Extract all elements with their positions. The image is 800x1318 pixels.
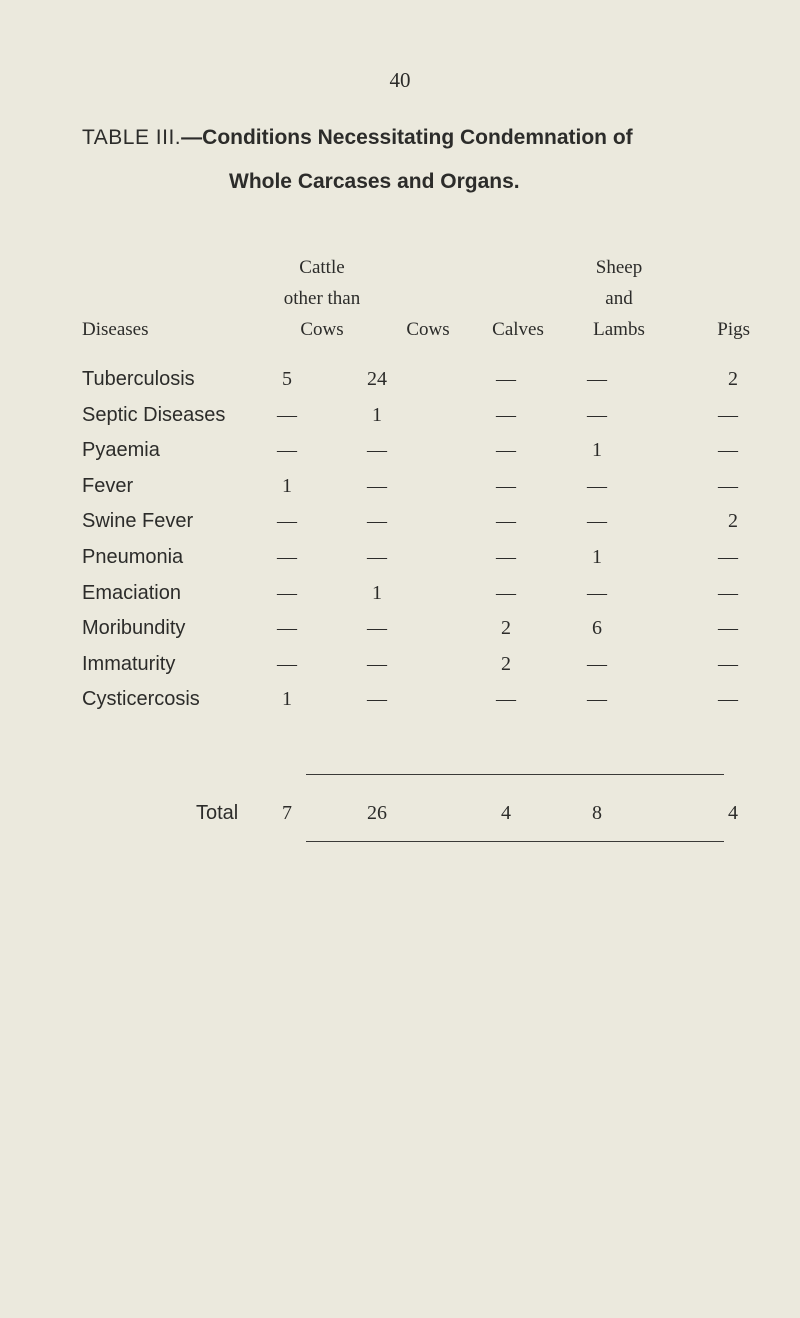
cell-pigs: — xyxy=(718,546,738,568)
cell-cattle-other: 1 xyxy=(282,475,292,497)
disease-label: Pneumonia xyxy=(82,546,184,568)
cell-calves: 2 xyxy=(501,617,511,639)
table-row xyxy=(0,688,800,724)
cell-cattle-other: — xyxy=(277,617,297,639)
header-sheep-line1: Sheep xyxy=(595,257,643,278)
cell-sheep: 6 xyxy=(592,617,602,639)
disease-label: Emaciation xyxy=(82,582,181,604)
table-row xyxy=(0,617,800,653)
cell-cattle-other: — xyxy=(277,653,297,675)
disease-label: Tuberculosis xyxy=(82,368,195,390)
cell-cows: 1 xyxy=(372,404,382,426)
cell-calves: — xyxy=(496,404,516,426)
cell-cows: — xyxy=(367,510,387,532)
disease-label: Moribundity xyxy=(82,617,186,639)
cell-pigs: — xyxy=(718,475,738,497)
table-row xyxy=(0,475,800,511)
total-calves: 4 xyxy=(501,802,511,824)
disease-label: Immaturity xyxy=(82,653,176,675)
cell-cattle-other: 1 xyxy=(282,688,292,710)
cell-pigs: 2 xyxy=(728,510,738,532)
cell-cows: — xyxy=(367,439,387,461)
header-cows: Cows xyxy=(406,319,450,340)
cell-calves: — xyxy=(496,546,516,568)
cell-cows: — xyxy=(367,617,387,639)
disease-label: Pyaemia xyxy=(82,439,160,461)
cell-cows: — xyxy=(367,653,387,675)
total-cattle-other: 7 xyxy=(282,802,292,824)
total-row xyxy=(0,802,800,838)
total-pigs: 4 xyxy=(728,802,738,824)
cell-calves: — xyxy=(496,688,516,710)
cell-calves: 2 xyxy=(501,653,511,675)
cell-pigs: 2 xyxy=(728,368,738,390)
cell-cows: — xyxy=(367,688,387,710)
cell-cows: — xyxy=(367,475,387,497)
cell-pigs: — xyxy=(718,688,738,710)
cell-pigs: — xyxy=(718,404,738,426)
cell-sheep: — xyxy=(587,475,607,497)
cell-pigs: — xyxy=(718,653,738,675)
disease-label: Cysticercosis xyxy=(82,688,200,710)
page-number: 40 xyxy=(389,68,411,92)
table-row xyxy=(0,546,800,582)
cell-sheep: — xyxy=(587,688,607,710)
cell-pigs: — xyxy=(718,582,738,604)
table-row xyxy=(0,510,800,546)
cell-cattle-other: — xyxy=(277,510,297,532)
header-cattle-line1: Cattle xyxy=(299,257,345,278)
cell-sheep: — xyxy=(587,582,607,604)
header-sheep xyxy=(560,252,678,345)
cell-calves: — xyxy=(496,368,516,390)
cell-sheep: 1 xyxy=(592,546,602,568)
header-cattle xyxy=(252,252,392,345)
cell-sheep: — xyxy=(587,653,607,675)
cell-calves: — xyxy=(496,510,516,532)
disease-label: Fever xyxy=(82,475,134,497)
disease-label: Swine Fever xyxy=(82,510,194,532)
cell-sheep: — xyxy=(587,510,607,532)
cell-sheep: 1 xyxy=(592,439,602,461)
cell-pigs: — xyxy=(718,439,738,461)
cell-cattle-other: — xyxy=(277,546,297,568)
total-label: Total xyxy=(196,802,239,824)
table-caption: —Conditions Necessitating Condemnation of xyxy=(181,126,633,149)
table-row xyxy=(0,404,800,440)
header-sheep-line2: and xyxy=(605,288,633,309)
table-number: TABLE III. xyxy=(82,126,182,149)
cell-cows: 24 xyxy=(367,368,387,390)
cell-sheep: — xyxy=(587,404,607,426)
cell-cattle-other: — xyxy=(277,404,297,426)
header-calves: Calves xyxy=(492,319,544,340)
header-diseases: Diseases xyxy=(82,319,149,340)
cell-cows: 1 xyxy=(372,582,382,604)
cell-cattle-other: — xyxy=(277,439,297,461)
cell-pigs: — xyxy=(718,617,738,639)
cell-calves: — xyxy=(496,582,516,604)
table-row xyxy=(0,582,800,618)
cell-cows: — xyxy=(367,546,387,568)
total-rule-bottom xyxy=(306,841,724,842)
header-cattle-line3: Cows xyxy=(300,319,344,340)
cell-calves: — xyxy=(496,475,516,497)
total-sheep: 8 xyxy=(592,802,602,824)
header-pigs: Pigs xyxy=(717,319,750,340)
table-row xyxy=(0,653,800,689)
disease-label: Septic Diseases xyxy=(82,404,226,426)
cell-sheep: — xyxy=(587,368,607,390)
header-cattle-line2: other than xyxy=(283,288,361,309)
header-sheep-line3: Lambs xyxy=(593,319,645,340)
total-cows: 26 xyxy=(367,802,387,824)
table-caption-line2: Whole Carcases and Organs. xyxy=(229,170,520,193)
table-title xyxy=(82,126,633,150)
table-row xyxy=(0,368,800,404)
cell-cattle-other: — xyxy=(277,582,297,604)
total-rule-top xyxy=(306,774,724,775)
table-row xyxy=(0,439,800,475)
cell-calves: — xyxy=(496,439,516,461)
cell-cattle-other: 5 xyxy=(282,368,292,390)
